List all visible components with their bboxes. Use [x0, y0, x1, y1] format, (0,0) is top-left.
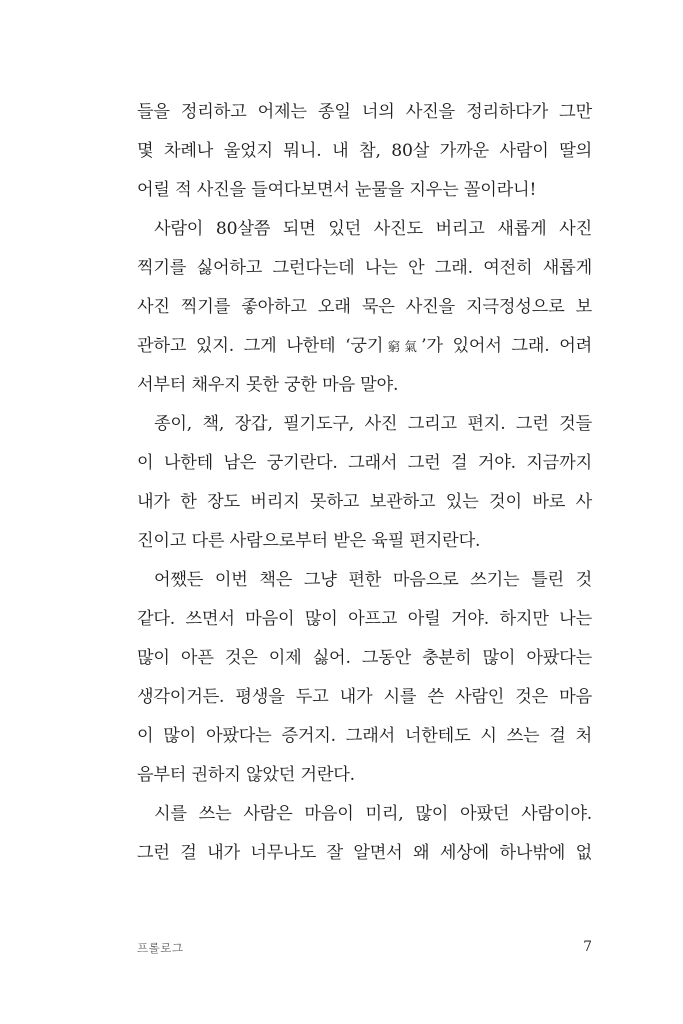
- text-line: 내가 한 장도 버리지 못하고 보관하고 있는 것이 바로 사: [137, 492, 592, 512]
- paragraph-5: [137, 795, 592, 873]
- page-footer: [137, 940, 592, 960]
- text-line: 어쨌든 이번 책은 그냥 편한 마음으로 쓰기는 틀린 것: [154, 570, 592, 590]
- text-line: 많이 아픈 것은 이제 싫어. 그동안 충분히 많이 아팠다는: [137, 648, 592, 668]
- text-line: 그런 걸 내가 너무나도 잘 알면서 왜 세상에 하나밖에 없: [137, 843, 592, 863]
- text-line: 같다. 쓰면서 마음이 많이 아프고 아릴 거야. 하지만 나는: [137, 609, 592, 629]
- text-line: 종이, 책, 장갑, 필기도구, 사진 그리고 편지. 그런 것들: [154, 414, 592, 434]
- page-number: 7: [583, 939, 592, 955]
- text-line: 서부터 채우지 못한 궁한 마음 말야.: [137, 375, 399, 395]
- hanja-char: 氣: [404, 339, 422, 354]
- paragraph-2: [137, 210, 592, 405]
- text-line: 사람이 80살쯤 되면 있던 사진도 버리고 새롭게 사진: [154, 219, 592, 239]
- text-line-with-hanja: 관하고 있지. 그게 나한테 ‘궁기窮氣’가 있어서 그래. 어려: [137, 336, 593, 356]
- text-line: 생각이거든. 평생을 두고 내가 시를 쓴 사람인 것은 마음: [137, 687, 592, 707]
- hanja-char: 窮: [383, 339, 405, 354]
- text-line: 들을 정리하고 어제는 종일 너의 사진을 정리하다가 그만: [137, 102, 592, 122]
- text-line: 어릴 적 사진을 들여다보면서 눈물을 지우는 꼴이라니!: [137, 180, 537, 200]
- text-line: 사진 찍기를 좋아하고 오래 묵은 사진을 지극정성으로 보: [137, 297, 592, 317]
- text-line: 찍기를 싫어하고 그런다는데 나는 안 그래. 여전히 새롭게: [137, 258, 592, 278]
- text-line: 이 많이 아팠다는 증거지. 그래서 너한테도 시 쓰는 걸 처: [137, 726, 592, 746]
- text-line: 진이고 다른 사람으로부터 받은 육필 편지란다.: [137, 531, 481, 551]
- text-line: 음부터 권하지 않았던 거란다.: [137, 765, 355, 785]
- paragraph-1: [137, 93, 592, 210]
- section-title: 프롤로그: [137, 941, 184, 955]
- text-line: 시를 쓰는 사람은 마음이 미리, 많이 아팠던 사람이야.: [154, 804, 592, 824]
- page-body: [137, 93, 592, 873]
- text-line: 이 나한테 남은 궁기란다. 그래서 그런 걸 거야. 지금까지: [137, 453, 592, 473]
- paragraph-4: [137, 561, 592, 795]
- paragraph-3: [137, 405, 592, 561]
- text-line: 몇 차례나 울었지 뭐니. 내 참, 80살 가까운 사람이 딸의: [137, 141, 592, 161]
